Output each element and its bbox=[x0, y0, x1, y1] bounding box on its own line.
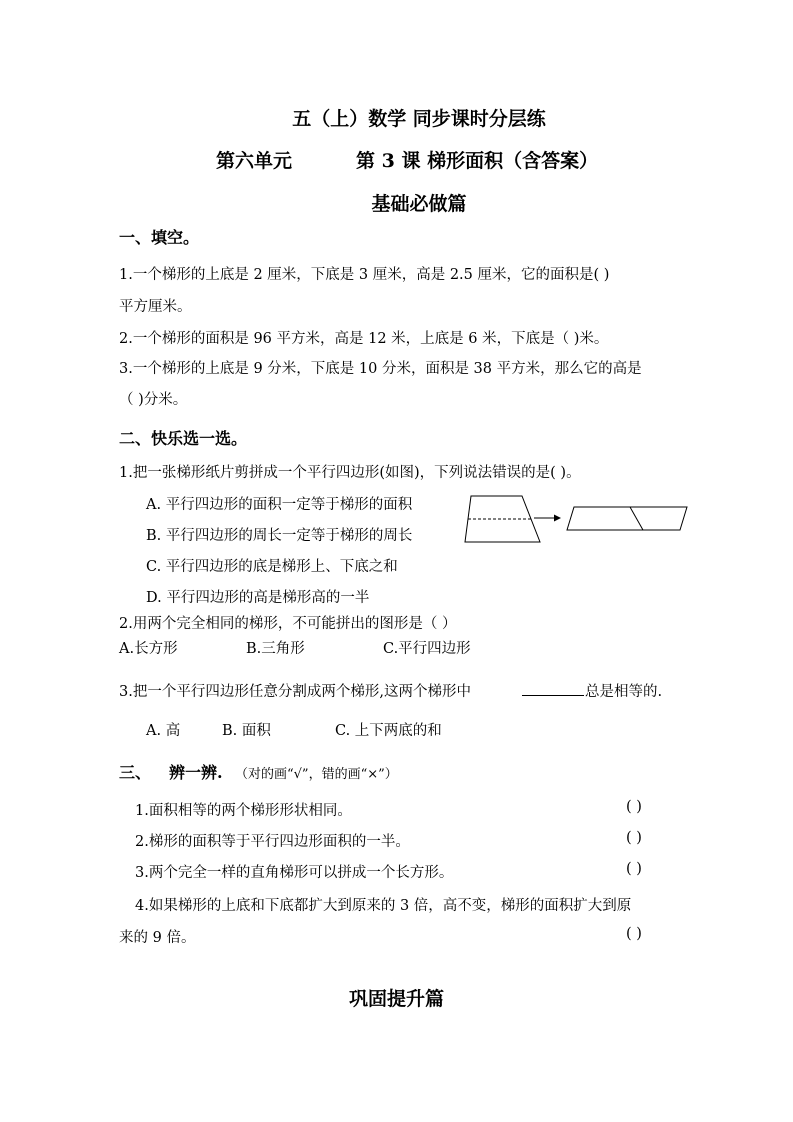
section-advanced-title: 巩固提升篇 bbox=[348, 988, 444, 1010]
judge-item-4: 4.如果梯形的上底和下底都扩大到原来的 3 倍，高不变，梯形的面积扩大到原 bbox=[135, 898, 632, 914]
fill-q3-line2: （ )分米。 bbox=[119, 392, 188, 408]
part3-heading-note: （对的画“√”，错的画“×”） bbox=[235, 767, 398, 782]
judge-item-3: 3.两个完全一样的直角梯形可以拼成一个长方形。 bbox=[135, 865, 454, 881]
judge-answer-2[interactable]: ( ) bbox=[626, 830, 642, 846]
lesson-title: 第 3 课 梯形面积（含答案） bbox=[356, 150, 599, 172]
page-title: 五（上）数学 同步课时分层练 bbox=[292, 108, 546, 130]
part1-heading: 一、填空。 bbox=[119, 228, 200, 247]
choice-q2-option-c: C.平行四边形 bbox=[383, 641, 471, 657]
part3-heading-text: 辨一辨. bbox=[169, 763, 223, 782]
choice-q2-option-a: A.长方形 bbox=[119, 641, 178, 657]
choice-q3-option-b: B. 面积 bbox=[222, 723, 271, 739]
judge-answer-3[interactable]: ( ) bbox=[626, 861, 642, 877]
judge-item-4-line2: 来的 9 倍。 bbox=[119, 930, 196, 946]
choice-q2: 2.用两个完全相同的梯形，不可能拼出的图形是（ ） bbox=[119, 616, 457, 632]
unit-label: 第六单元 bbox=[216, 150, 293, 172]
part3-heading-num: 三、 bbox=[119, 763, 152, 782]
choice-q1-option-a: A. 平行四边形的面积一定等于梯形的面积 bbox=[146, 497, 413, 513]
judge-answer-1[interactable]: ( ) bbox=[626, 799, 642, 815]
answer-blank bbox=[522, 695, 584, 696]
choice-q1-option-c: C. 平行四边形的底是梯形上、下底之和 bbox=[146, 559, 398, 575]
choice-q3-text: 3.把一个平行四边形任意分割成两个梯形,这两个梯形中 bbox=[119, 684, 471, 700]
choice-q1-option-b: B. 平行四边形的周长一定等于梯形的周长 bbox=[146, 528, 413, 544]
choice-q1: 1.把一张梯形纸片剪拼成一个平行四边形(如图)，下列说法错误的是( )。 bbox=[119, 465, 581, 481]
cut-line bbox=[630, 507, 643, 530]
judge-item-2: 2.梯形的面积等于平行四边形面积的一半。 bbox=[135, 834, 410, 850]
choice-q2-option-b: B.三角形 bbox=[246, 641, 305, 657]
judge-answer-4[interactable]: ( ) bbox=[626, 926, 642, 942]
trapezoid-figure bbox=[460, 488, 692, 548]
choice-q3-suffix: 总是相等的. bbox=[585, 684, 663, 700]
parallelogram-shape bbox=[567, 507, 687, 530]
judge-item-1: 1.面积相等的两个梯形形状相同。 bbox=[135, 803, 352, 819]
arrow-head-icon bbox=[554, 515, 561, 522]
choice-q1-option-d: D. 平行四边形的高是梯形高的一半 bbox=[146, 590, 370, 606]
fill-q1-line2: 平方厘米。 bbox=[119, 299, 192, 315]
fill-q1-line1: 1.一个梯形的上底是 2 厘米，下底是 3 厘米，高是 2.5 厘米，它的面积是( ) bbox=[119, 267, 610, 283]
choice-q3-option-c: C. 上下两底的和 bbox=[335, 723, 442, 739]
fill-q3-line1: 3.一个梯形的上底是 9 分米，下底是 10 分米，面积是 38 平方米，那么它的高是 bbox=[119, 361, 642, 377]
fill-q2: 2.一个梯形的面积是 96 平方米，高是 12 米，上底是 6 米，下底是（ )米。 bbox=[119, 331, 609, 347]
part2-heading: 二、快乐选一选。 bbox=[119, 429, 248, 448]
section-basic-title: 基础必做篇 bbox=[371, 193, 467, 215]
choice-q3-option-a: A. 高 bbox=[146, 723, 181, 739]
